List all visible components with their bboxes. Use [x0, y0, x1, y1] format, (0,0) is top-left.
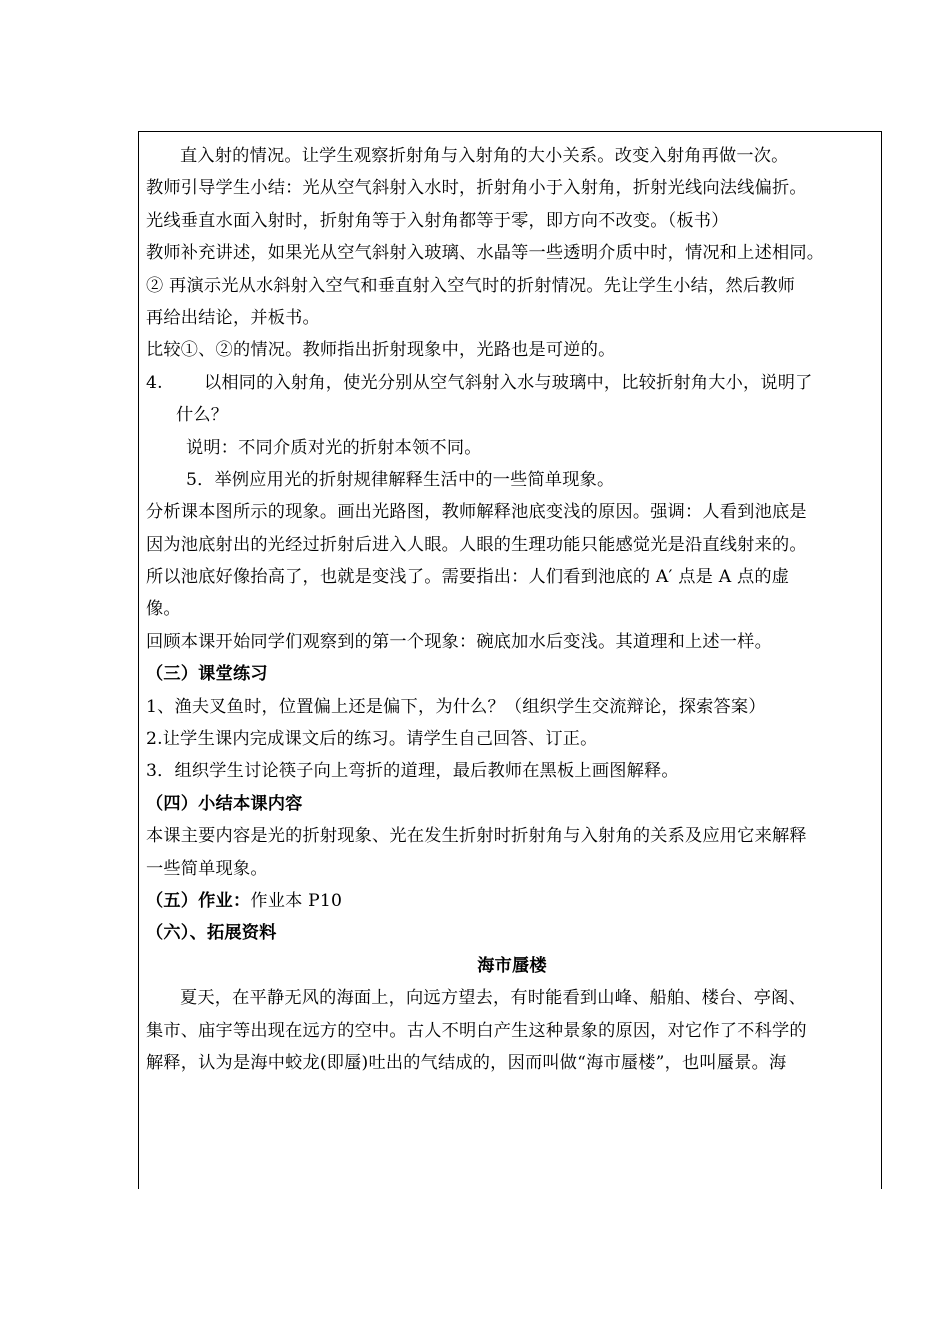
- heading-label: （五）作业：: [146, 890, 251, 911]
- text-line: 比较①、②的情况。教师指出折射现象中，光路也是可逆的。: [146, 340, 616, 361]
- section-heading-5: [146, 885, 878, 917]
- text-line: 2.让学生课内完成课文后的练习。请学生自己回答、订正。: [146, 729, 598, 750]
- text-line: 一些简单现象。: [146, 858, 268, 879]
- article-title: 海市蜃楼: [477, 955, 547, 976]
- section-heading-3: （三）课堂练习: [146, 664, 268, 685]
- text-line: 分析课本图所示的现象。画出光路图，教师解释池底变浅的原因。强调：人看到池底是: [146, 502, 807, 523]
- item-text: 以相同的入射角，使光分别从空气斜射入水与玻璃中，比较折射角大小，说明了: [204, 372, 813, 393]
- text-line: 5．举例应用光的折射规律解释生活中的一些简单现象。: [186, 469, 615, 490]
- homework-text: 作业本 P10: [250, 890, 343, 911]
- text-line: ② 再演示光从水斜射入空气和垂直射入空气时的折射情况。先让学生小结，然后教师: [146, 275, 796, 296]
- text-line: 本课主要内容是光的折射现象、光在发生折射时折射角与入射角的关系及应用它来解释: [146, 826, 807, 847]
- document-body: [146, 140, 878, 1079]
- text-line: 回顾本课开始同学们观察到的第一个现象：碗底加水后变浅。其道理和上述一样。: [146, 631, 772, 652]
- item-number: 4.: [146, 372, 163, 393]
- numbered-item-4: [146, 367, 878, 399]
- text-line: 集市、庙宇等出现在远方的空中。古人不明白产生这种景象的原因，对它作了不科学的: [146, 1020, 807, 1041]
- text-line: 教师引导学生小结：光从空气斜射入水时，折射角小于入射角，折射光线向法线偏折。: [146, 178, 807, 199]
- text-line: 1、渔夫叉鱼时，位置偏上还是偏下，为什么？（组织学生交流辩论，探索答案）: [146, 696, 766, 717]
- text-line: 3．组织学生讨论筷子向上弯折的道理，最后教师在黑板上画图解释。: [146, 761, 679, 782]
- text-line: 解释，认为是海中蛟龙(即蜃)吐出的气结成的，因而叫做“海市蜃楼”，也叫蜃景。海: [146, 1052, 787, 1073]
- text-line: 像。: [146, 599, 181, 620]
- text-line: 因为池底射出的光经过折射后进入人眼。人眼的生理功能只能感觉光是沿直线射来的。: [146, 534, 807, 555]
- text-line: 光线垂直水面入射时，折射角等于入射角都等于零，即方向不改变。（板书）: [146, 210, 729, 231]
- text-line: 所以池底好像抬高了，也就是变浅了。需要指出：人们看到池底的 A′ 点是 A 点的虚: [146, 567, 790, 588]
- text-line: 再给出结论，并板书。: [146, 307, 320, 328]
- section-heading-4: （四）小结本课内容: [146, 793, 303, 814]
- page-frame: [138, 131, 882, 1189]
- text-line: 夏天，在平静无风的海面上，向远方望去，有时能看到山峰、船舶、楼台、亭阁、: [180, 988, 806, 1009]
- text-line: 什么？: [176, 405, 229, 426]
- text-line: 直入射的情况。让学生观察折射角与入射角的大小关系。改变入射角再做一次。: [180, 146, 789, 166]
- text-line: 说明：不同介质对光的折射本领不同。: [186, 437, 482, 458]
- text-line: 教师补充讲述，如果光从空气斜射入玻璃、水晶等一些透明介质中时，情况和上述相同。: [146, 243, 825, 264]
- section-heading-6: （六）、拓展资料: [146, 923, 277, 944]
